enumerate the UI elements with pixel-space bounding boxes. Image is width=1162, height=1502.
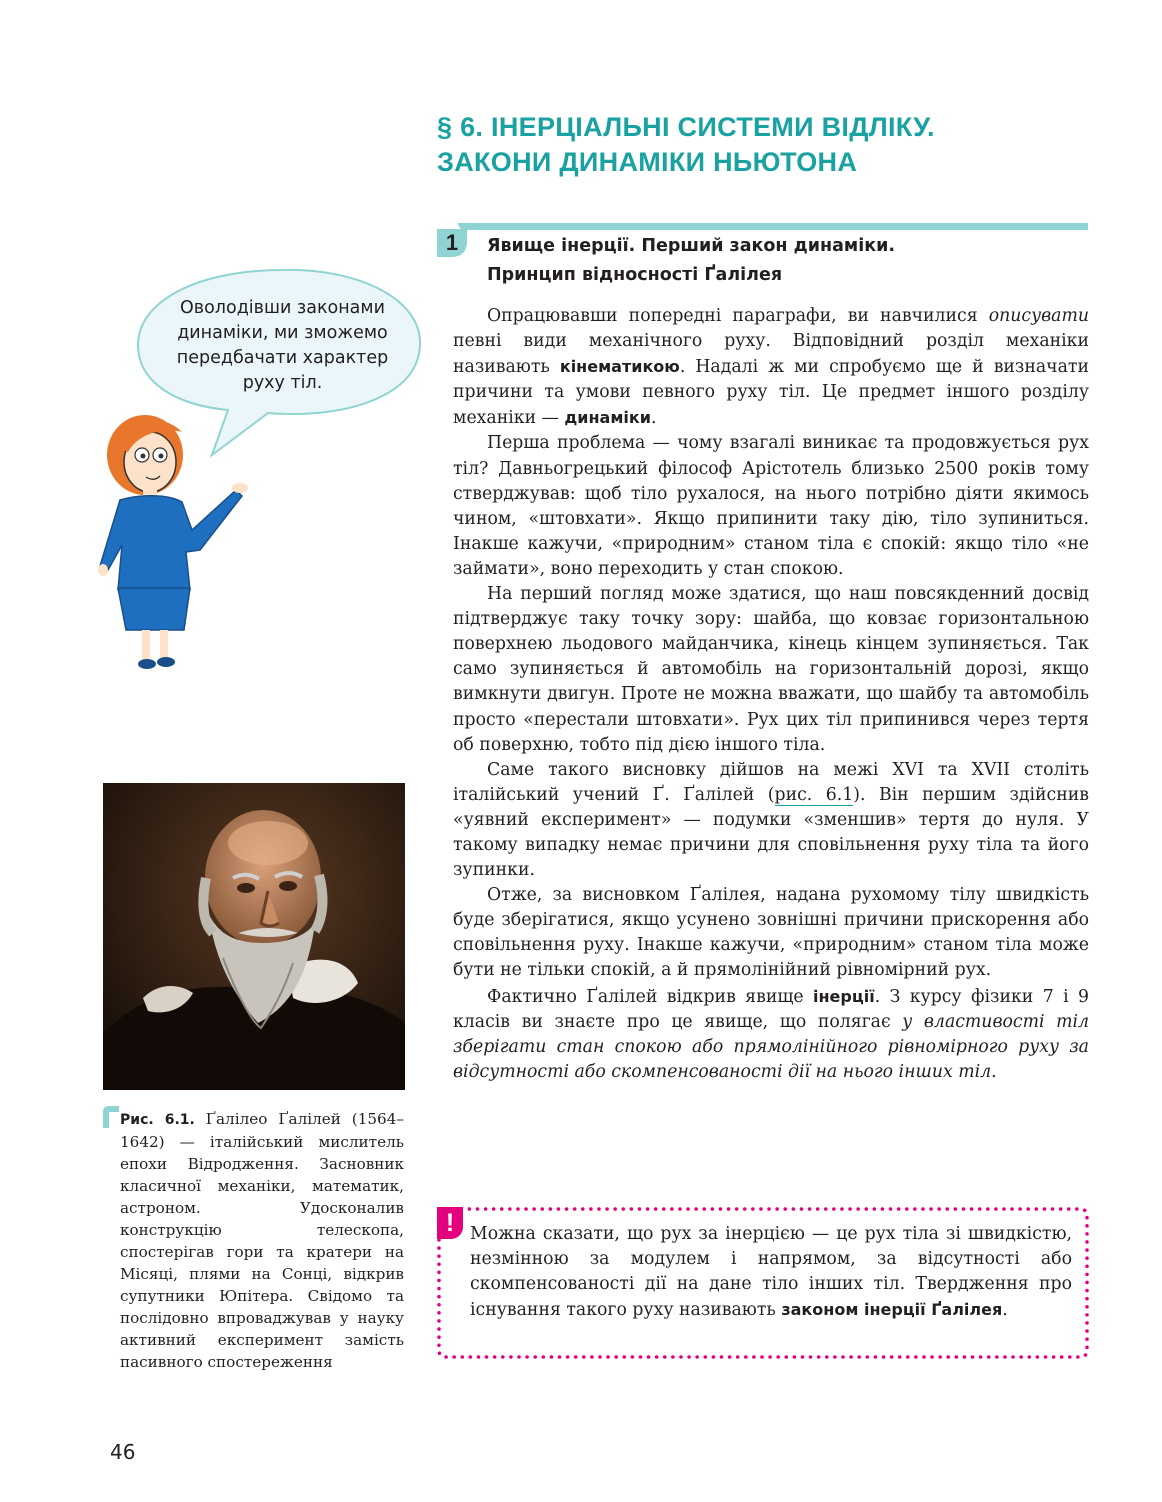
section-heading: [487, 232, 1047, 290]
note-bold-term: законом інерції Ґалілея: [781, 1300, 1003, 1319]
caption-marker-icon: [103, 1106, 119, 1128]
bubble-line-1: Оволодівши законами: [180, 298, 385, 318]
paragraph-4: [453, 758, 1089, 883]
bubble-line-4: руху тіл.: [242, 373, 323, 393]
paragraph-1: [453, 304, 1089, 431]
p4-text-1: Саме такого висновку дійшов на межі XVI та XVII століть італійський учений Ґ. Ґалілей (: [453, 759, 1089, 805]
paragraph-6: [453, 984, 1089, 1085]
p1-italic-1: описувати: [988, 306, 1089, 326]
p1-bold-1: кінематикою: [559, 357, 680, 377]
p6-text-2: . З курсу фізики 7 і 9 класів ви знаєте про це явище, що полягає: [453, 986, 1089, 1032]
section-heading-line-1: Явище інерції. Перший закон динаміки.: [487, 236, 896, 256]
bubble-line-3: передбачати характер: [176, 348, 389, 368]
paragraph-2: Перша проблема — чому взагалі виникає та продовжується рух тіл? Давньогрецький філософ Арістотель близько 2500 років тому стверджував: щоб тіло рухалося, на нього потрібно діяти якимось чином, «штовхати». Якщо припинити таку дію, тіло зупиниться. Інакше кажучи, «природним» станом тіла є спокій: якщо тіло «не займати», воно переходить у стан спокою.: [453, 433, 1089, 579]
section-heading-line-2: Принцип відносності Ґалілея: [487, 265, 783, 285]
p6-text-3: .: [991, 1061, 997, 1082]
p1-bold-2: динаміки: [564, 408, 651, 428]
galileo-portrait-image: [103, 783, 405, 1090]
section-number: 1: [437, 229, 467, 257]
p1-text-3: . Надалі ж ми спробуємо ще й визначати причини та умови певного руху тіл. Це предмет іншого розділу механіки —: [453, 357, 1089, 429]
p6-bold-1: інерції: [813, 986, 875, 1006]
definition-text: [470, 1222, 1072, 1323]
figure-caption: [120, 1108, 404, 1373]
note-text-2: .: [1002, 1300, 1008, 1320]
p4-text-2: ). Він першим здійснив «уявний експеримент» — подумки «зменшив» тертя до нуля. У такому випадку немає причини для сповільнення руху тіла та його зупинки.: [453, 784, 1089, 881]
jacket-shape: [100, 490, 242, 590]
main-text: [453, 304, 1089, 1085]
p6-text-1: Фактично Ґалілей відкрив явище: [487, 986, 814, 1007]
title-line-2: ЗАКОНИ ДИНАМІКИ НЬЮТОНА: [437, 147, 858, 177]
p1-text-4: .: [650, 408, 657, 429]
caption-text: Ґалілео Ґалілей (1564–1642) — італійський мислитель епохи Відродження. Засновник класичної механіки, математик, астроном. Удосконалив конструкцію телескопа, спостерігав гори та кратери на Місяці, плями на Сонці, відкрив супутники Юпітера. Свідомо та послідовно впроваджував у науку активний експеримент замість пасивного спостереження: [120, 1110, 404, 1371]
figure-reference-link[interactable]: рис. 6.1: [774, 784, 854, 805]
exclamation-icon: !: [437, 1207, 463, 1239]
section-header-bar: [458, 223, 1088, 230]
page-number: 46: [110, 1440, 136, 1464]
bubble-line-2: динаміки, ми зможемо: [177, 323, 388, 343]
skirt-shape: [118, 588, 190, 630]
p1-text-1: Опрацювавши попередні параграфи, ви навчилися: [487, 306, 989, 326]
speech-bubble-text: [150, 296, 415, 396]
title-line-1: § 6. ІНЕРЦІАЛЬНІ СИСТЕМИ ВІДЛІКУ.: [437, 112, 935, 142]
caption-label: Рис. 6.1.: [120, 1112, 195, 1128]
p6-italic-1: у властивості тіл зберігати стан спокою або прямолінійного рівномірного руху за відсутності або скомпенсованості дії на нього інших тіл: [453, 1011, 1089, 1082]
p1-text-2: певні види механічного руху. Відповідний розділ механіки називають: [453, 331, 1089, 378]
note-text-1: Можна сказати, що рух за інерцією — це рух тіла зі швидкістю, незмінною за модулем і напрямом, за відсутності або скомпенсованості дії на дане тіло інших тіл. Твердження про існування такого руху називають: [470, 1224, 1072, 1320]
paragraph-5: Отже, за висновком Ґалілея, надана рухомому тілу швидкість буде зберігатися, якщо усунено зовнішні причини прискорення або сповільнення руху. Інакше кажучи, «природним» станом тіла може бути не тільки спокій, а й прямолінійний рівномірний рух.: [453, 885, 1089, 981]
paragraph-3: На перший погляд може здатися, що наш повсякденний досвід підтверджує таку точку зору: шайба, що ковзає горизонтальною поверхнею льодового майданчика, кінець кінцем зупиняється. Так само зупиняється й автомобіль на горизонтальній дорозі, якщо вимкнути двигун. Проте не можна вважати, що шайбу та автомобіль просто «перестали штовхати». Рух цих тіл припинився через тертя об поверхню, тобто під дією іншого тіла.: [453, 584, 1089, 755]
page-title: [437, 110, 1137, 180]
